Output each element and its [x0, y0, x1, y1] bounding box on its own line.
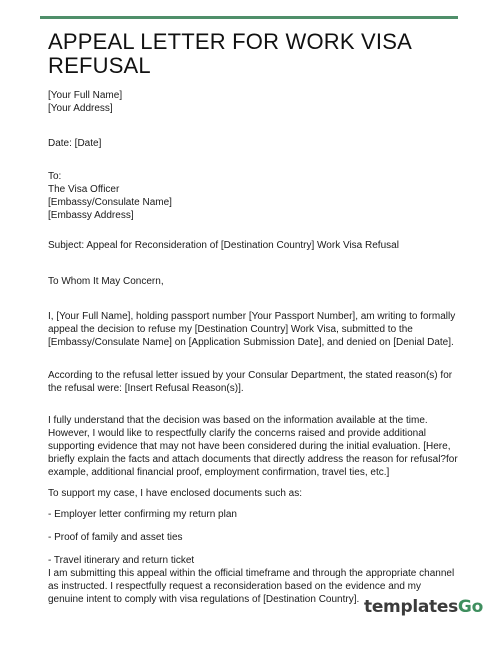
- paragraph-clarification: [48, 414, 460, 479]
- templatesgo-logo: [364, 597, 483, 617]
- paragraph-line: I fully understand that the decision was based on the information available at the time.: [48, 415, 428, 426]
- subject-line: [48, 239, 460, 252]
- sender-address: [Your Address]: [48, 103, 113, 114]
- paragraph-line: According to the refusal letter issued by your Consular Department, the stated reason(s) for: [48, 370, 453, 381]
- sender-name: [Your Full Name]: [48, 90, 123, 101]
- letter-page: [48, 29, 460, 605]
- sender-block: [48, 89, 460, 115]
- bullet-text: - Travel itinerary and return ticket: [48, 555, 195, 566]
- salutation: [48, 275, 460, 288]
- date-block: [48, 137, 460, 150]
- recipient-block: [48, 170, 460, 222]
- bullet-item: [48, 554, 460, 567]
- title-line-1: APPEAL LETTER FOR WORK VISA: [48, 29, 412, 54]
- paragraph-line: However, I would like to respectfully clarify the concerns raised and provide additional: [48, 428, 426, 439]
- bullet-text: - Employer letter confirming my return plan: [48, 509, 237, 520]
- paragraph-line: example, additional financial proof, employment confirmation, travel ties, etc.]: [48, 467, 390, 478]
- paragraph-refusal-reason: [48, 369, 460, 395]
- title-line-2: REFUSAL: [48, 53, 151, 78]
- document-title: [48, 30, 460, 78]
- paragraph-line: I, [Your Full Name], holding passport number [Your Passport Number], am writing to formally: [48, 311, 456, 322]
- paragraph-line: [Embassy/Consulate Name] on [Application Submission Date], and denied on [Denial Date].: [48, 337, 454, 348]
- paragraph-line: genuine intent to comply with visa regulations of [Destination Country].: [48, 594, 360, 605]
- bullet-item: [48, 531, 460, 544]
- support-intro: [48, 487, 460, 500]
- to-label: To:: [48, 171, 62, 182]
- logo-part-templates: templates: [364, 597, 458, 617]
- support-intro-text: To support my case, I have enclosed documents such as:: [48, 488, 303, 499]
- paragraph-line: as instructed. I respectfully request a reconsideration based on the evidence and my: [48, 581, 421, 592]
- paragraph-line: supporting evidence that may not have been considered during the initial evaluation. [Here,: [48, 441, 451, 452]
- paragraph-intro: [48, 310, 460, 349]
- recipient-address: [Embassy Address]: [48, 210, 134, 221]
- paragraph-line: appeal the decision to refuse my [Destination Country] Work Visa, submitted to the: [48, 324, 413, 335]
- letter-date: Date: [Date]: [48, 138, 102, 149]
- paragraph-line: I am submitting this appeal within the official timeframe and through the appropriate channel: [48, 568, 455, 579]
- recipient-name: [Embassy/Consulate Name]: [48, 197, 172, 208]
- salutation-text: To Whom It May Concern,: [48, 276, 164, 287]
- recipient-title: The Visa Officer: [48, 184, 120, 195]
- header-rule: [40, 16, 458, 19]
- paragraph-line: the refusal were: [Insert Refusal Reason(s)].: [48, 383, 244, 394]
- paragraph-line: briefly explain the facts and attach documents that directly address the reason for refusal?for: [48, 454, 458, 465]
- bullet-item: [48, 508, 460, 521]
- subject-text: Subject: Appeal for Reconsideration of [Destination Country] Work Visa Refusal: [48, 240, 399, 251]
- logo-part-go: Go: [457, 597, 483, 617]
- bullet-text: - Proof of family and asset ties: [48, 532, 183, 543]
